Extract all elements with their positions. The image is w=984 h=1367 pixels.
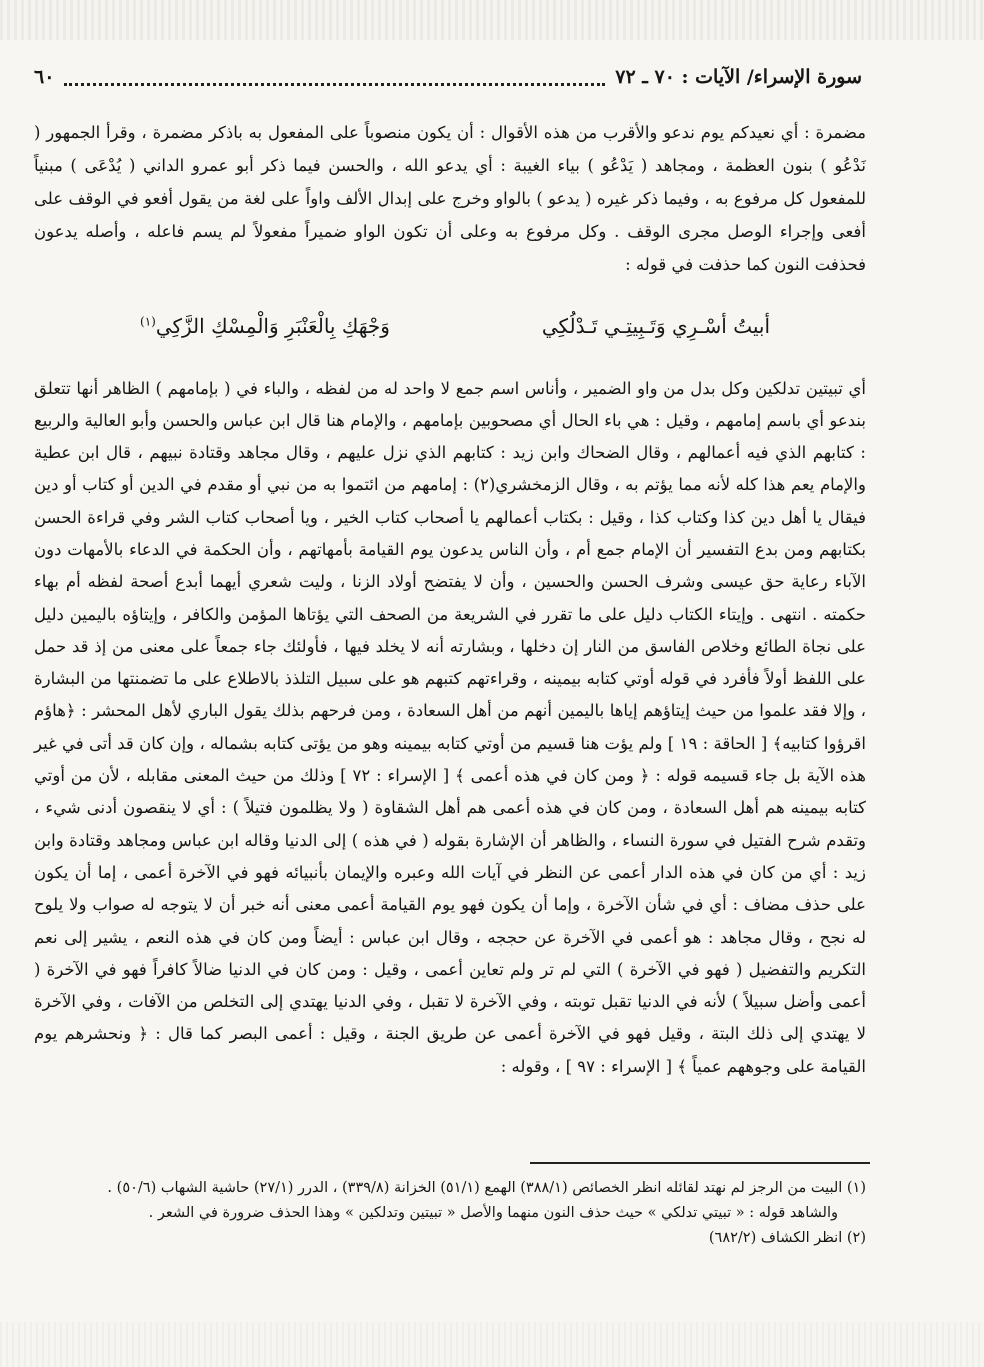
paragraph-2-text: أي تبيتين تدلكين وكل بدل من واو الضمير ، وأناس اسم جمع لا واحد له من لفظه ، والباء في ( بإمامهم ) الظاهر أنها تتعلق بندعو أي باسم إمامهم ، وقيل : هي باء الحال أي مصحوبين بإمامهم ، والإمام هنا قال ابن عباس والحسن وأبو العالية والربيع : كتابهم الذي فيه أعمالهم ، وقال الضحاك وابن زيد : كتابهم الذي نزل عليهم ، وقال مجاهد وقتادة نبيهم ، قال ابن عطية والإمام يعم هذا كله لأنه مما يؤتم به ، وقال الزمخشري(٢) : إمامهم من ائتموا به من نبي أو مقدم في الدين أو كتاب أو دين فيقال يا أهل دين كذا وكتاب كذا ، وقيل : بكتاب أعمالهم يا أصحاب كتاب الخير ، ويا أصحاب كتاب الشر وفي قراءة الحسن بكتابهم ومن بدع التفسير أن الإمام جمع أم ، وأن الناس يدعون يوم القيامة بأمهاتهم ، وأن الحكمة في الدعاء بالأمهات دون الآباء رعاية حق عيسى وشرف الحسن والحسين ، وأن لا يفتضح أولاد الزنا ، وليت شعري أيهما أبدع أصحة لفظه أم بهاء حكمته . انتهى . وإيتاء الكتاب دليل على ما تقرر في الشريعة من الصحف التي يؤتاها المؤمن والكافر ، وإيتاؤه باليمين دليل على نجاة الطائع وخلاص الفاسق من النار إن دخلها ، وبشارته أنه لا يخلد فيها ، فأولئك جاء جمعاً على معنى من إذ قد حمل على اللفظ أولاً فأفرد في قوله أوتي كتابه بيمينه ، وقراءتهم كتبهم هو على سبيل التلذذ بالاطلاع على ما تضمنتها من البشارة ، وإلا فقد علموا من حيث إيتاؤهم إياها باليمين أنهم من أهل السعادة ، ومن فرحهم بذلك يقول الباري لأهل المحشر : ﴿هاؤم اقرؤوا كتابيه﴾ [ الحاقة : ١٩ ] ولم يؤت هنا قسيم من أوتي كتابه بيمينه وهو من يؤتى كتابه بشماله ، وإن كان قد أتى في غير هذه الآية بل جاء قسيمه قوله : ﴿ ومن كان في هذه أعمى ﴾ [ الإسراء : ٧٢ ] وذلك من حيث المعنى مقابله ، لأن من أوتي كتابه بيمينه هم أهل السعادة ، ومن كان في هذه أعمى هم أهل الشقاوة ( ولا يظلمون فتيلاً ) : أي لا ينقصون أدنى شيء ، وتقدم شرح الفتيل في سورة النساء ، والظاهر أن الإشارة بقوله ( في هذه ) إلى الدنيا وقاله ابن عباس ومجاهد وقتادة وابن زيد : أي من كان في هذه الدار أعمى عن النظر في آيات الله وعبره والإيمان بأنبيائه فهو في الآخرة أعمى ، إما أن يكون على حذف مضاف : أي في شأن الآخرة ، وإما أن يكون فهو يوم القيامة أعمى معنى أنه خبر أن لا يتوجه له صواب ولا يلوح له نجح ، وقال مجاهد : هو أعمى في الآخرة عن حججه ، وقال ابن عباس : أيضاً ومن كان في هذه النعم ، يشير إلى نعم التكريم والتفضيل ( فهو في الآخرة ) التي لم تر ولم تعاين أعمى ، وقيل : ومن كان في الدنيا ضالاً كافراً فهو في الآخرة ( أعمى وأضل سبيلاً ) لأنه في الدنيا تقبل توبته ، وفي الآخرة لا تقبل ، وفي الدنيا يهتدي إلى التخلص من الآفات ، وفي الآخرة لا يهتدي إلى ذلك البتة ، وقيل فهو في الآخرة أعمى عن طريق الجنة ، وقيل : أعمى البصر كما قال : ﴿ ونحشرهم يوم القيامة على وجوههم عمياً ﴾ [ الإسراء : ٩٧ ] ، وقوله : <box>34 378 866 1076</box>
verse-first-hemistich <box>542 314 770 338</box>
footnote-separator <box>530 1162 870 1164</box>
verse-second-hemistich-text: وَجْهَكِ بِالْعَنْبَرِ وَالْمِسْكِ الزَّكِي <box>155 314 390 338</box>
verse-first-hemistich-text: أبيتُ أسْـرِي وَتَـبِيتِـي تَـدْلُكِي <box>541 314 770 338</box>
paragraph-2 <box>34 356 866 1100</box>
scan-border-top <box>0 0 984 40</box>
running-title: سورة الإسراء/ الآيات : ٧٠ ـ ٧٢ <box>615 66 862 88</box>
paragraph-1-text: مضمرة : أي نعيدكم يوم ندعو والأقرب من هذه الأقوال : أن يكون منصوباً على المفعول به باذكر مضمرة ، وقرأ الجمهور ( نَدْعُو ) بنون العظمة ، ومجاهد ( يَدْعُو ) بياء الغيبة : أي يدعو الله ، والحسن فيما ذكر أبو عمرو الداني ( يُدْعَى ) مبنياً للمفعول كل مرفوع به ، وفيما ذكر غيره ( يدعو ) بالواو وخرج على إبدال الألف واواً على لغة من يقول أفعو في الوقف على أفعى وإجراء الوصل مجرى الوقف . وكل مرفوع به وعلى أن تكون الواو ضميراً مفعولاً لم يسم فاعله ، وأصله يدعون فحذفت النون كما حذفت في قوله : <box>34 123 866 274</box>
footnotes <box>34 1176 866 1251</box>
footnote-1: (١) البيت من الرجز لم نهتد لقائله انظر الخصائص (٣٨٨/١) الهمع (٥١/١) الخزانة (٣٣٩/٨) ، الدرر (٢٧/١) حاشية الشهاب (٥٠/٦) . <box>107 1180 866 1196</box>
verse-footnote-marker: (١) <box>140 314 156 329</box>
footnote-1-continuation: والشاهد قوله : « تبيتي تدلكي » حيث حذف النون منهما والأصل « تبيتين وتدلكين » وهذا الحذف ضرورة في الشعر . <box>148 1205 838 1221</box>
verse-second-hemistich <box>140 314 390 338</box>
scan-border-bottom <box>0 1322 984 1367</box>
poetry-verse <box>140 306 770 346</box>
dotted-leader <box>64 81 605 86</box>
page-number: ٦٠ <box>34 66 55 88</box>
paragraph-1 <box>34 116 866 281</box>
footnote-2: (٢) انظر الكشاف (٦٨٢/٢) <box>708 1230 866 1246</box>
page-header <box>34 60 862 94</box>
